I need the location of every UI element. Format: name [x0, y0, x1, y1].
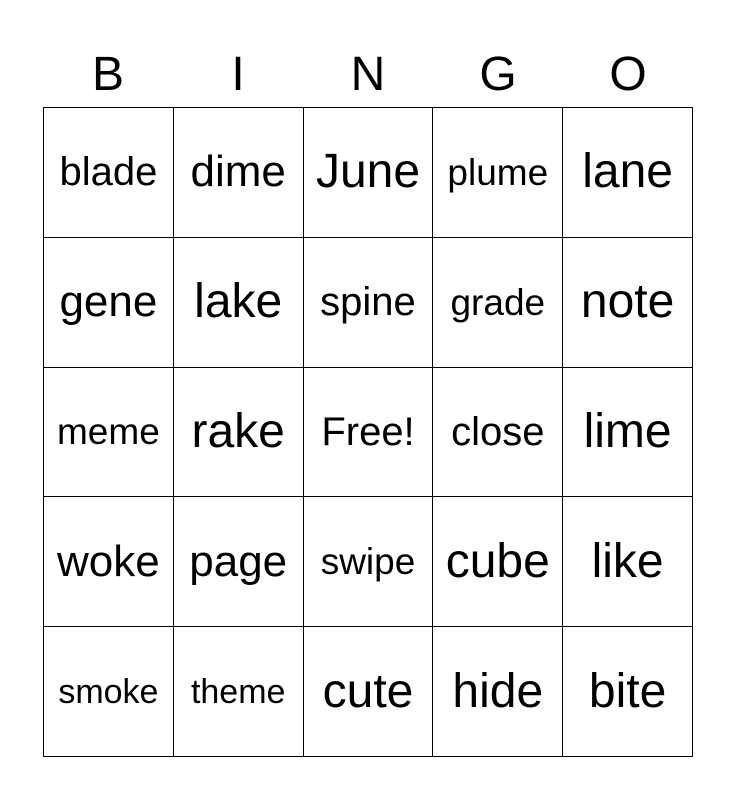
bingo-cell: lane: [563, 108, 693, 238]
bingo-cell: swipe: [304, 497, 434, 627]
bingo-cell: close: [433, 368, 563, 498]
bingo-header: [43, 44, 693, 106]
bingo-cell: hide: [433, 627, 563, 757]
header-letter-g: G: [479, 48, 517, 101]
bingo-cell: blade: [44, 108, 174, 238]
bingo-cell: dime: [174, 108, 304, 238]
bingo-cell: lake: [174, 238, 304, 368]
bingo-cell: spine: [304, 238, 434, 368]
bingo-cell: meme: [44, 368, 174, 498]
bingo-cell: woke: [44, 497, 174, 627]
header-letter-b: B: [91, 48, 124, 101]
bingo-cell: page: [174, 497, 304, 627]
header-letter-n: N: [350, 48, 386, 101]
bingo-cell: lime: [563, 368, 693, 498]
header-letter-o: O: [609, 48, 647, 101]
bingo-cell: grade: [433, 238, 563, 368]
bingo-cell: bite: [563, 627, 693, 757]
bingo-cell: theme: [174, 627, 304, 757]
bingo-cell: rake: [174, 368, 304, 498]
bingo-cell: cute: [304, 627, 434, 757]
bingo-cell: June: [304, 108, 434, 238]
bingo-cell: gene: [44, 238, 174, 368]
bingo-cell: like: [563, 497, 693, 627]
header-letter-i: I: [231, 48, 245, 101]
free-space-cell: Free!: [304, 368, 434, 498]
bingo-card-grid: [43, 107, 693, 757]
bingo-cell: smoke: [44, 627, 174, 757]
bingo-cell: plume: [433, 108, 563, 238]
bingo-cell: cube: [433, 497, 563, 627]
bingo-cell: note: [563, 238, 693, 368]
